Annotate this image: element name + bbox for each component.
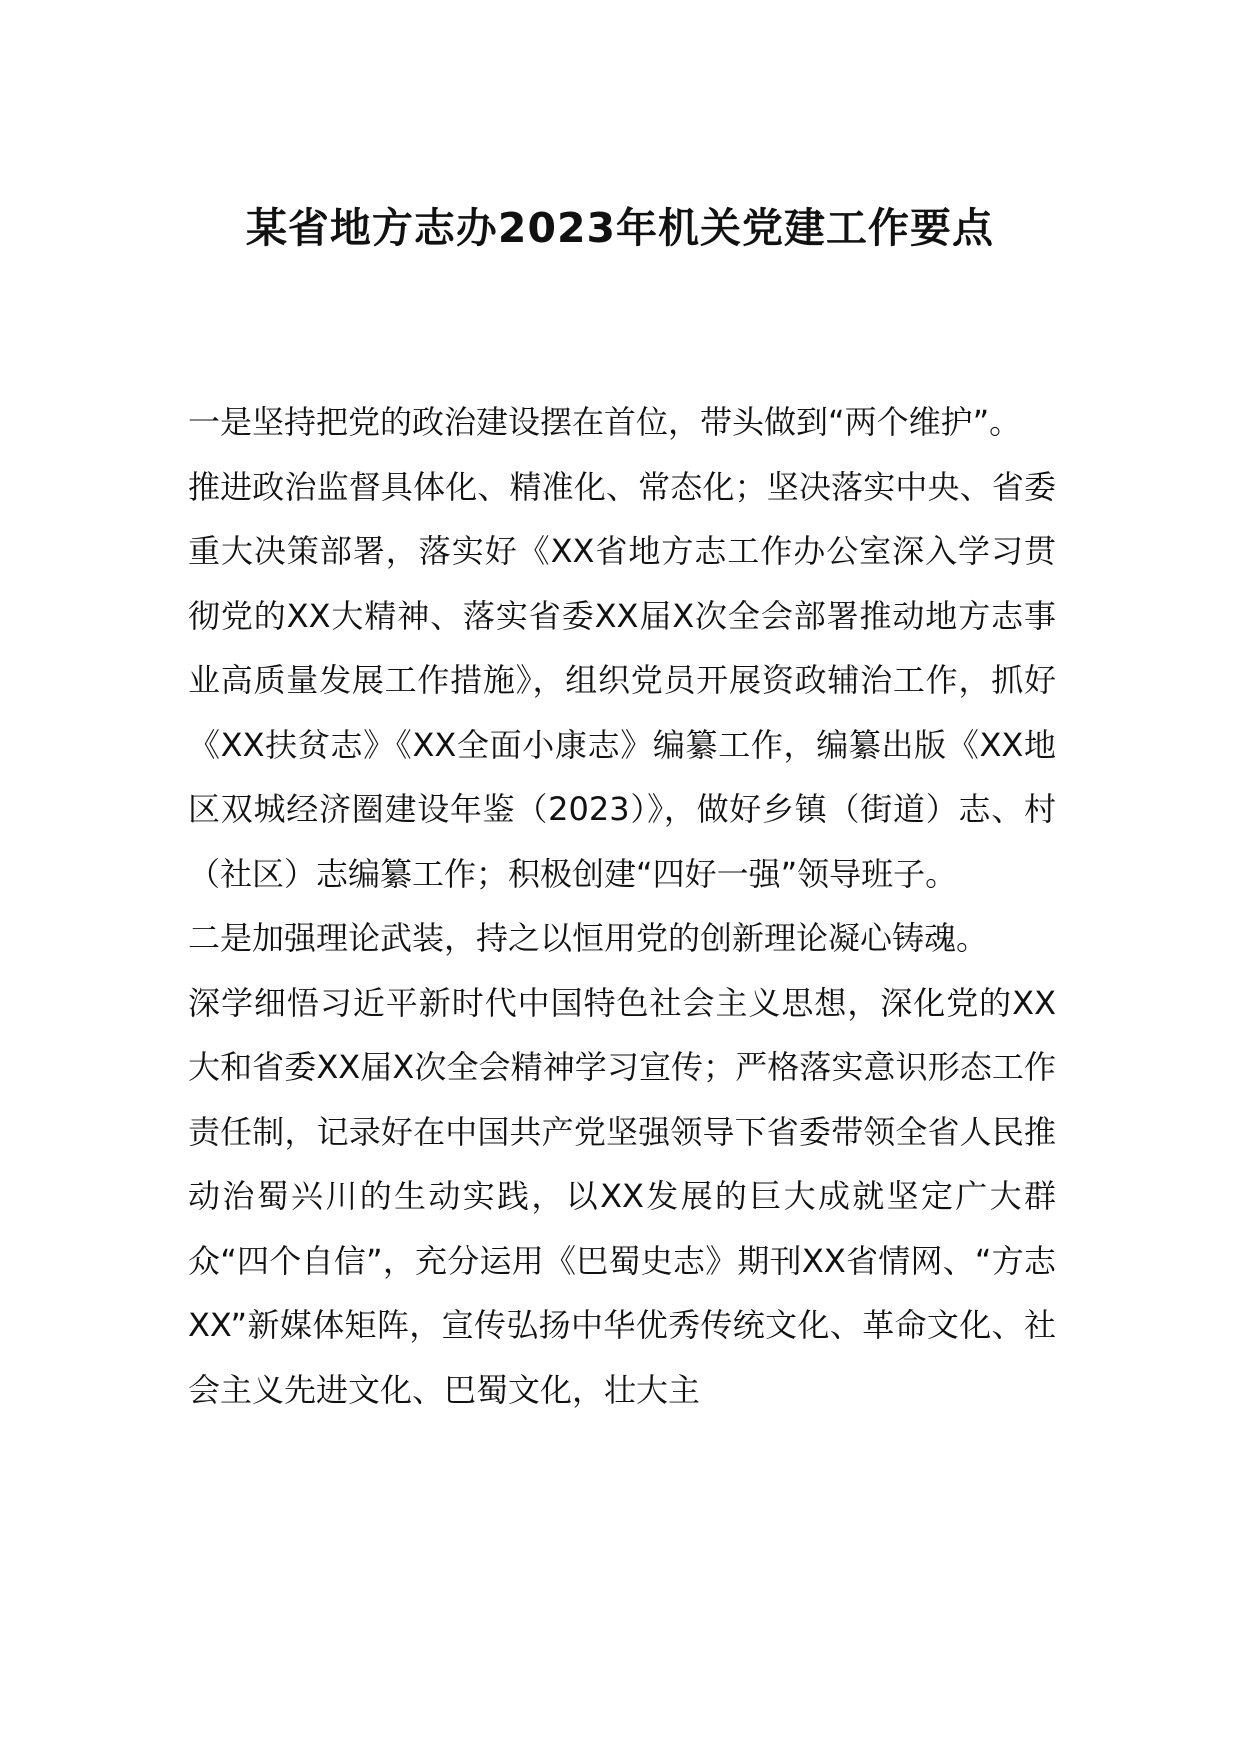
section-heading-2: 二是加强理论武装，持之以恒用党的创新理论凝心铸魂。	[188, 919, 989, 957]
body-paragraph-2: 深学细悟习近平新时代中国特色社会主义思想，深化党的XX大和省委XX届X次全会精神学习宣传；严格落实意识形态工作责任制，记录好在中国共产党坚强领导下省委带领全省人民推动治蜀兴川的生动实践，以XX发展的巨大成就坚定广大群众“四个自信”，充分运用《巴蜀史志》期刊XX省情网、“方志XX”新媒体矩阵，宣传弘扬中华优秀传统文化、革命文化、社会主义先进文化、巴蜀文化，壮大主	[188, 983, 1056, 1409]
document-title: 某省地方志办2023年机关党建工作要点	[245, 204, 995, 252]
section-heading-1: 一是坚持把党的政治建设摆在首位，带头做到“两个维护”。	[188, 403, 1022, 441]
body-paragraph-1: 推进政治监督具体化、精准化、常态化；坚决落实中央、省委重大决策部署，落实好《XX省地方志工作办公室深入学习贯彻党的XX大精神、落实省委XX届X次全会部署推动地方志事业高质量发展工作措施》，组织党员开展资政辅治工作，抓好《XX扶贫志》《XX全面小康志》编纂工作，编纂出版《XX地区双城经济圈建设年鉴（2023）》，做好乡镇（街道）志、村（社区）志编纂工作；积极创建“四好一强”领导班子。	[188, 467, 1056, 893]
document-body	[188, 390, 1056, 1422]
